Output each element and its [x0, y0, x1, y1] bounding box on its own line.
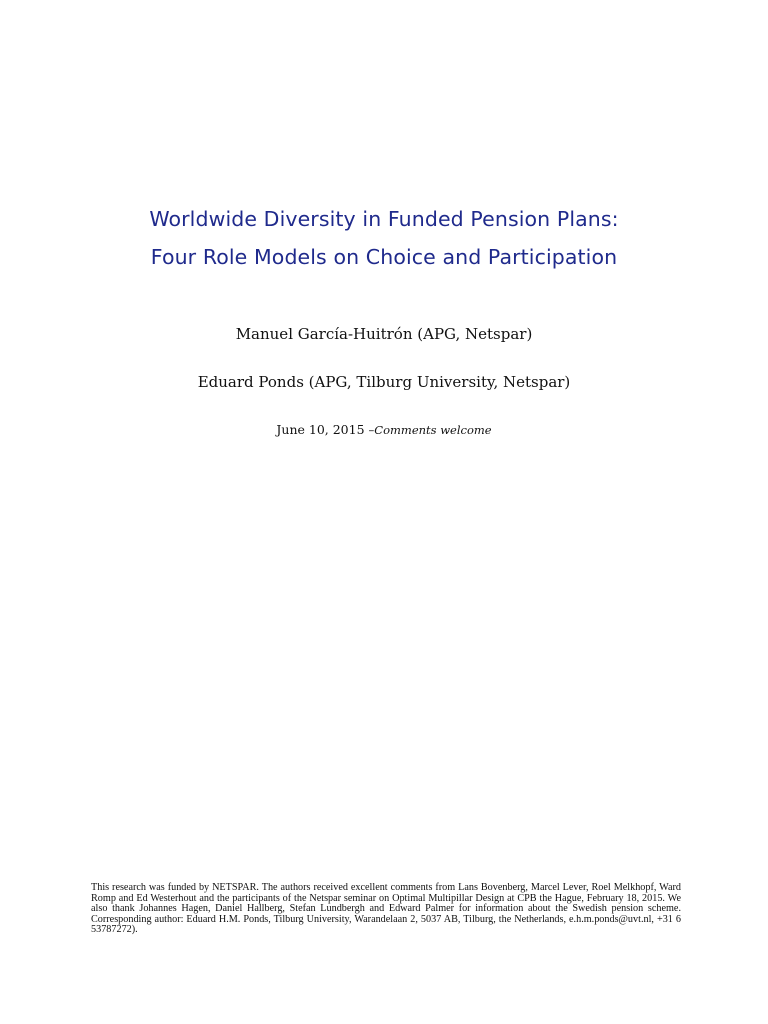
title-line-2: Four Role Models on Choice and Participation [150, 245, 618, 269]
date-note: –Comments welcome [368, 423, 492, 437]
author-2: Eduard Ponds (APG, Tilburg University, Netspar) [197, 373, 571, 391]
author-1: Manuel García-Huitrón (APG, Netspar) [235, 325, 533, 343]
paper-title [0, 200, 768, 276]
date-line [0, 422, 768, 437]
footnote: This research was funded by NETSPAR. The authors received excellent comments from Lans Bovenberg, Marcel Lever, Roel Melkhopf, Ward Romp and Ed Westerhout and the participants of the Netspar seminar on Optimal Multipillar Design at CPB the Hague, February 18, 2015. We also thank Johannes Hagen, Daniel Hallberg, Stefan Lundbergh and Edward Palmer for information about the Swedish pension scheme. Corresponding author: Eduard H.M. Ponds, Tilburg University, Warandelaan 2, 5037 AB, Tilburg, the Netherlands, e.h.m.ponds@uvt.nl, +31 6 53787272). [91, 882, 681, 936]
title-line-1: Worldwide Diversity in Funded Pension Plans: [149, 207, 619, 231]
date: June 10, 2015 [276, 422, 365, 437]
